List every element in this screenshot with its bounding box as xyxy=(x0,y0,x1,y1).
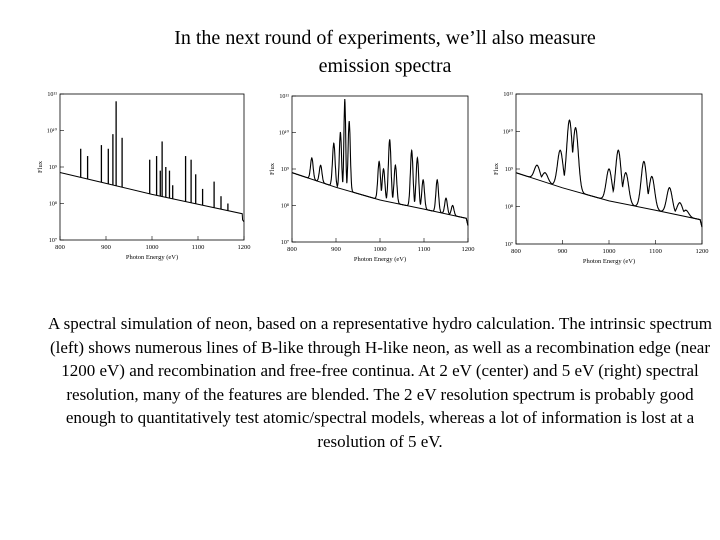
y-tick-label: 10⁷ xyxy=(280,240,289,246)
spectrum-peak xyxy=(411,150,412,151)
spectrum-peak xyxy=(685,210,686,211)
x-axis-label: Photon Energy (eV) xyxy=(353,256,407,263)
spectrum-panel-2ev xyxy=(266,90,480,268)
y-axis-label: Flux xyxy=(37,161,44,173)
x-tick-label: 1200 xyxy=(695,248,709,255)
y-axis-label: Flux xyxy=(493,163,500,175)
y-tick-label: 10¹⁰ xyxy=(502,129,513,136)
spectrum-chart-2ev xyxy=(266,90,480,268)
slide-title-line1: In the next round of experiments, we’ll also measure xyxy=(174,27,596,49)
x-tick-label: 1100 xyxy=(417,246,431,253)
x-tick-label: 900 xyxy=(557,248,568,255)
spectrum-peak xyxy=(395,165,396,166)
spectrum-peak xyxy=(643,161,644,162)
slide-title-line2: emission spectra xyxy=(318,55,452,77)
spectrum-peak xyxy=(625,172,626,173)
x-axis-label: Photon Energy (eV) xyxy=(582,258,636,265)
y-tick-label: 10¹¹ xyxy=(47,92,57,98)
y-tick-label: 10¹⁰ xyxy=(278,130,289,137)
spectrum-peak xyxy=(344,99,345,100)
spectrum-peak xyxy=(349,121,350,122)
y-tick-label: 10⁷ xyxy=(48,238,57,244)
spectrum-peak xyxy=(423,179,424,180)
y-axis-label: Flux xyxy=(269,163,276,175)
spectrum-peak xyxy=(651,176,652,177)
x-tick-label: 1000 xyxy=(602,248,616,255)
spectrum-peak xyxy=(437,179,438,180)
x-tick-label: 1000 xyxy=(373,246,387,253)
x-tick-label: 1100 xyxy=(649,248,662,255)
spectrum-peak xyxy=(311,157,312,158)
spectrum-peak xyxy=(569,120,570,121)
spectrum-peak xyxy=(320,165,321,166)
spectrum-peak xyxy=(618,150,619,151)
spectrum-peak xyxy=(560,150,561,151)
spectrum-line xyxy=(516,120,702,227)
spectrum-chart-5ev xyxy=(486,88,716,268)
spectrum-peak xyxy=(679,202,680,203)
y-tick-label: 10⁷ xyxy=(504,242,513,248)
spectrum-peak xyxy=(379,161,380,162)
x-tick-label: 1200 xyxy=(461,246,475,253)
y-tick-label: 10¹¹ xyxy=(279,94,289,100)
spectrum-peak xyxy=(669,187,670,188)
x-tick-label: 800 xyxy=(55,244,65,251)
y-tick-label: 10⁹ xyxy=(280,167,289,173)
continuum-line xyxy=(292,173,468,226)
y-tick-label: 10¹⁰ xyxy=(46,128,57,135)
spectrum-peak xyxy=(544,172,545,173)
continuum-line xyxy=(60,173,244,222)
x-tick-label: 800 xyxy=(287,246,297,253)
figure-caption: A spectral simulation of neon, based on a representative hydro calculation. The intrinsic spectrum (left) shows numerous lines of B-like through H-like neon, as well as a recombination edge (near 1200 eV) and recombination and free-free continua. At 2 eV (center) and 5 eV (right) spectral resolution, many of the features are blended. The 2 eV resolution spectrum is probably good enough to quantitatively test atomic/spectral models, whereas a lot of information is lost at a resolution of 5 eV. xyxy=(48,314,712,451)
y-tick-label: 10⁸ xyxy=(280,203,289,210)
y-tick-label: 10¹¹ xyxy=(503,92,513,98)
x-tick-label: 900 xyxy=(101,244,111,251)
y-tick-label: 10⁸ xyxy=(504,204,513,211)
continuum-line xyxy=(516,173,702,227)
spectrum-peak xyxy=(333,143,334,144)
x-axis-label: Photon Energy (eV) xyxy=(125,254,179,261)
x-tick-label: 1200 xyxy=(237,244,251,251)
spectrum-chart-intrinsic xyxy=(32,88,262,266)
spectrum-line xyxy=(292,100,468,226)
x-tick-label: 900 xyxy=(331,246,341,253)
x-tick-label: 1100 xyxy=(191,244,205,251)
slide-title xyxy=(100,24,670,80)
y-tick-label: 10⁹ xyxy=(48,165,57,171)
y-tick-label: 10⁹ xyxy=(504,167,513,173)
x-tick-label: 800 xyxy=(511,248,521,255)
spectrum-peak xyxy=(536,165,537,166)
y-tick-label: 10⁸ xyxy=(48,201,57,208)
spectrum-panel-5ev xyxy=(486,88,716,268)
x-tick-label: 1000 xyxy=(145,244,159,251)
spectrum-panel-intrinsic xyxy=(32,88,262,266)
spectrum-peak xyxy=(445,198,446,199)
spectrum-peak xyxy=(608,168,609,169)
spectrum-peak xyxy=(383,168,384,169)
spectrum-peak xyxy=(340,132,341,133)
spectrum-peak xyxy=(452,205,453,206)
spectrum-peak xyxy=(575,127,576,128)
spectrum-peak xyxy=(417,157,418,158)
spectrum-peak xyxy=(389,139,390,140)
